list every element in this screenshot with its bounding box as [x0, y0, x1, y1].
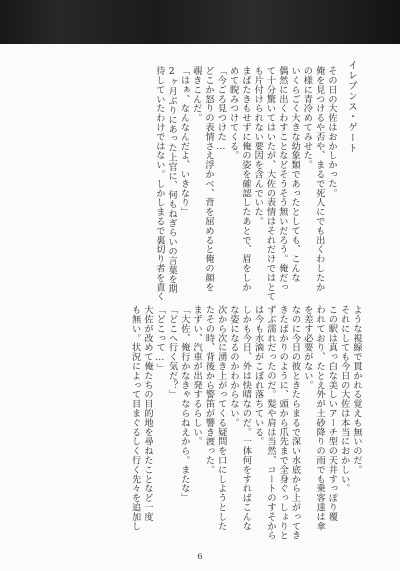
text-line: たその時、背後から警笛が響き渡った。 — [203, 305, 215, 475]
text-line: なのに今日の彼ときたらまるで深い水底から上がってき — [289, 305, 301, 540]
text-line: 「どこへ行く気だ？」 — [166, 305, 178, 399]
text-line: 2ヶ月ぶりにあった上官に、何もねぎらいの言葉を期 — [166, 66, 178, 294]
text-line: 「大佐、俺行かなきゃならねえから。またな」 — [178, 305, 190, 503]
body-text-lower — [74, 305, 362, 545]
text-line: 「今ごろ見つけた… — [215, 66, 227, 153]
text-line: 大佐が改めて俺たちの目的地を尋ねたことなど一度 — [141, 305, 153, 522]
top-dark-band — [0, 0, 400, 44]
text-line: な姿になるのかわからない。 — [228, 305, 240, 428]
text-line: その日の大佐はおかしかった。 — [326, 66, 337, 198]
chapter-title: イレブンス・ゲート — [346, 60, 357, 154]
text-line: も片付けられない要因を含んでいた。 — [252, 66, 264, 226]
text-line: 俺を見つけるや否や、まるで死人にでも出くわしたか — [313, 66, 325, 292]
text-line: いくらごく大きな幼象類であったとしても、こんな — [289, 66, 301, 283]
text-line: この駅は真っ白な美しいアーチ型の天井すっぽり覆 — [326, 305, 338, 522]
text-line: は今も水滴がこぼれ落ちている。 — [252, 305, 264, 446]
text-line: も無い。状況によって目まぐるしく行く先々を追加し — [129, 305, 141, 531]
band-texture — [0, 0, 400, 44]
body-text-upper — [64, 66, 337, 301]
text-line: の様に青冷めてみせた。 — [301, 66, 313, 170]
text-line: 「はぁ、なんなんだよ、いきなり」 — [178, 66, 190, 217]
text-line: きたばかりのように、頭から爪先まで全身ぐっしょりと — [277, 305, 289, 540]
text-line: まずい、汽車が出発するらしい。 — [191, 305, 203, 446]
text-line: を差す必要がない。 — [301, 305, 313, 390]
text-line: しかも今日、外は快晴なのだ。一体何をすればこんな — [240, 305, 252, 531]
text-line: どこか怒りの表情さえ浮かべ、背を屈めると俺の顔を — [203, 66, 215, 292]
text-line: 次から次に湧き上がってくる疑問を口にしようとした — [215, 305, 227, 531]
text-line: て十分驚いてはいたが、大佐の表情はそれだけではとて — [264, 66, 276, 301]
text-line: ずぶ濡れだったのだ。髪や肩は当然、コートのすそから — [264, 305, 276, 540]
text-line: 待していたわけではない。しかしまるで裏切り者を責く — [153, 66, 165, 301]
text-line: まばたきもせずに俺の姿を確認したあとで、眉をしか — [239, 66, 251, 292]
text-line: めて睨みつけてくる。 — [227, 66, 239, 160]
text-line: われており、たとえ外が土砂降りの雨でも乗客達は傘 — [314, 305, 326, 531]
text-line: 「どこって…」 — [154, 305, 166, 373]
page-number: 6 — [197, 552, 203, 562]
text-line: ような視線で貫かれる覚えも無いのだ。 — [351, 305, 362, 475]
text-line: 覗きこんだ。 — [190, 66, 202, 123]
text-line: 偶然に出くわすことなどそうそう無いだろう。俺だっ — [276, 66, 288, 292]
text-line: それにしても今日の大佐は本当におかしい。 — [338, 305, 350, 493]
